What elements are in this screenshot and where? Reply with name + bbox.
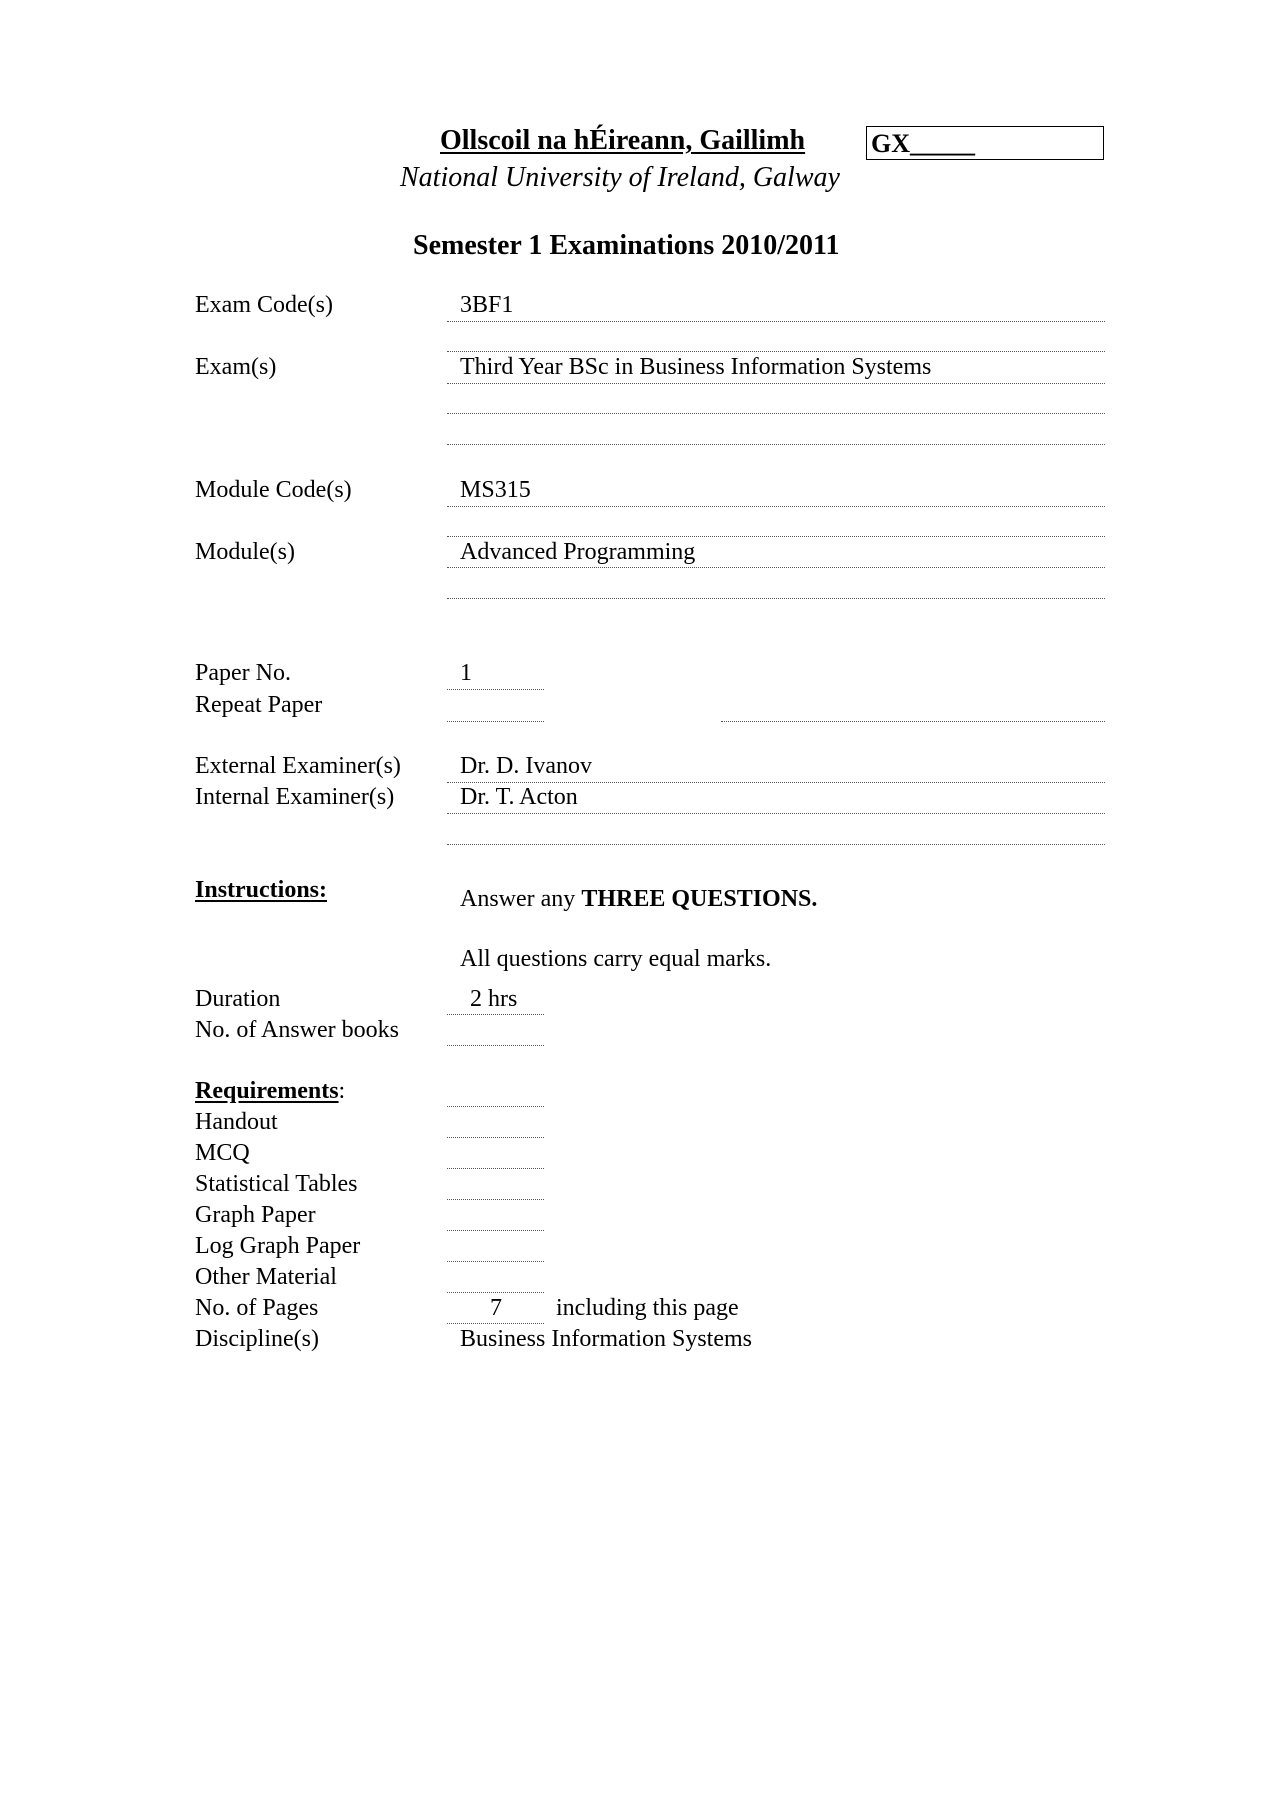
exams-value: Third Year BSc in Business Information Systems <box>460 354 932 380</box>
duration-label: Duration <box>195 986 281 1012</box>
instructions-line-1-bold: THREE QUESTIONS. <box>581 886 818 912</box>
paper-no-label: Paper No. <box>195 660 291 686</box>
gx-box-text: GX_____ <box>871 129 975 158</box>
exam-codes-line <box>447 321 1105 322</box>
repeat-paper-line <box>447 721 544 722</box>
requirement-line <box>447 1168 544 1169</box>
external-examiners-value: Dr. D. Ivanov <box>460 753 592 779</box>
answer-books-line <box>447 1045 544 1046</box>
university-name-irish: Ollscoil na hÉireann, Gaillimh <box>440 125 806 156</box>
internal-examiners-value: Dr. T. Acton <box>460 784 578 810</box>
requirement-item: Handout <box>195 1109 278 1135</box>
requirement-line <box>447 1292 544 1293</box>
university-name-english: National University of Ireland, Galway <box>400 162 840 193</box>
disciplines-label: Discipline(s) <box>195 1326 319 1352</box>
instructions-line-1 <box>460 886 817 913</box>
paper-no-line <box>447 689 544 690</box>
internal-examiners-label: Internal Examiner(s) <box>195 784 395 810</box>
requirement-item: Graph Paper <box>195 1202 316 1228</box>
requirement-item: Log Graph Paper <box>195 1233 361 1259</box>
repeat-paper-label: Repeat Paper <box>195 692 323 718</box>
requirements-line <box>447 1106 544 1107</box>
exams-line-3 <box>447 444 1105 445</box>
instructions-line-1-prefix: Answer any <box>460 886 582 912</box>
internal-examiners-line <box>447 813 1105 814</box>
spacer-line <box>447 536 1105 537</box>
requirement-item: Statistical Tables <box>195 1171 358 1197</box>
disciplines-value: Business Information Systems <box>460 1326 752 1352</box>
instructions-heading: Instructions: <box>195 877 328 903</box>
requirement-item: Other Material <box>195 1264 337 1290</box>
requirement-line <box>447 1261 544 1262</box>
pages-suffix: including this page <box>556 1295 739 1321</box>
requirement-item: MCQ <box>195 1140 250 1166</box>
module-codes-label: Module Code(s) <box>195 477 352 503</box>
modules-line <box>447 567 1105 568</box>
modules-value: Advanced Programming <box>460 539 696 565</box>
repeat-paper-line-right <box>721 721 1105 722</box>
requirement-line <box>447 1230 544 1231</box>
external-examiners-label: External Examiner(s) <box>195 753 401 779</box>
spacer-line <box>447 351 1105 352</box>
exams-line <box>447 383 1105 384</box>
modules-label: Module(s) <box>195 539 295 565</box>
requirements-heading-text: Requirements <box>195 1078 339 1104</box>
requirements-heading-colon: : <box>338 1078 346 1104</box>
module-codes-value: MS315 <box>460 477 531 503</box>
pages-label: No. of Pages <box>195 1295 319 1321</box>
pages-line <box>447 1323 544 1324</box>
gx-box <box>866 126 1104 160</box>
answer-books-label: No. of Answer books <box>195 1017 399 1043</box>
internal-examiners-line-2 <box>447 844 1105 845</box>
requirement-line <box>447 1199 544 1200</box>
exams-label: Exam(s) <box>195 354 277 380</box>
instructions-line-2: All questions carry equal marks. <box>460 946 772 972</box>
exam-codes-label: Exam Code(s) <box>195 292 333 318</box>
external-examiners-line <box>447 782 1105 783</box>
duration-value: 2 hrs <box>470 986 518 1012</box>
module-codes-line <box>447 506 1105 507</box>
semester-title: Semester 1 Examinations 2010/2011 <box>413 230 840 261</box>
exams-line-2 <box>447 413 1105 414</box>
exam-codes-value: 3BF1 <box>460 292 514 318</box>
paper-no-value: 1 <box>460 660 472 686</box>
requirement-line <box>447 1137 544 1138</box>
duration-line <box>447 1014 544 1015</box>
requirements-heading <box>195 1078 345 1105</box>
modules-line-2 <box>447 598 1105 599</box>
pages-value: 7 <box>490 1295 502 1321</box>
